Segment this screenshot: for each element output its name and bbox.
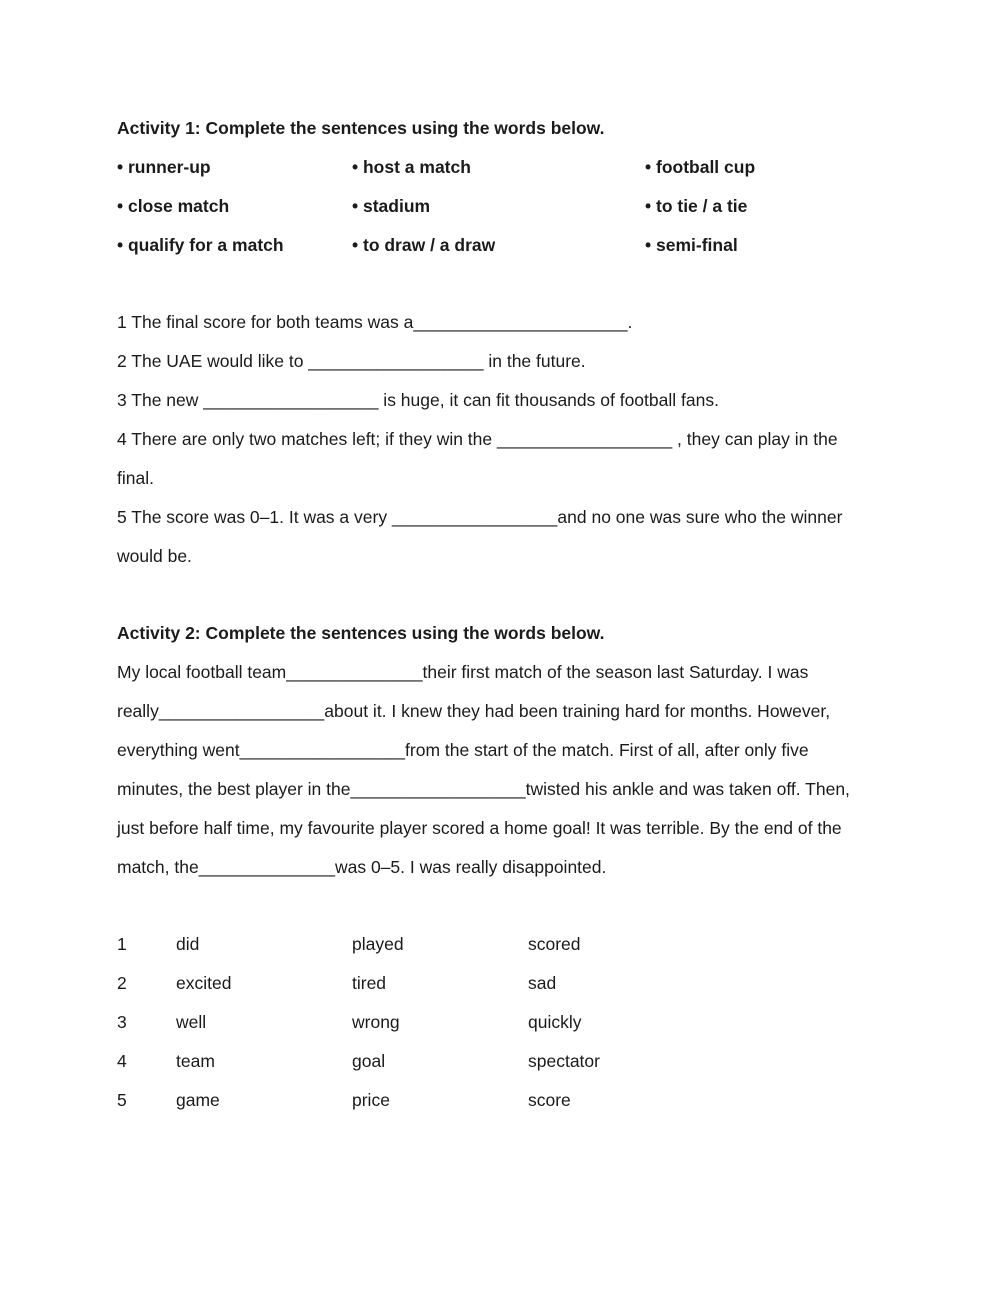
passage-line: minutes, the best player in the__________________twisted his ankle and was taken off. Then, <box>117 779 850 799</box>
sentence-line: 1 The final score for both teams was a______________________. <box>117 312 633 332</box>
sentence-line: 4 There are only two matches left; if they win the __________________ , they can play in the <box>117 429 838 449</box>
word-bank-item: • qualify for a match <box>117 235 284 255</box>
word-bank-item: • to draw / a draw <box>352 235 496 255</box>
word-bank-item: • to tie / a tie <box>645 196 748 216</box>
option-choice: score <box>528 1090 571 1110</box>
option-choice: sad <box>528 973 557 993</box>
passage-line: really_________________about it. I knew they had been training hard for months. However, <box>117 701 831 721</box>
passage-line: My local football team______________their first match of the season last Saturday. I was <box>117 662 809 682</box>
option-number: 2 <box>117 973 127 993</box>
passage-line: match, the______________was 0–5. I was really disappointed. <box>117 857 607 877</box>
passage-line: just before half time, my favourite player scored a home goal! It was terrible. By the end of the <box>117 818 842 838</box>
passage-line: everything went_________________from the start of the match. First of all, after only five <box>117 740 809 760</box>
option-choice: scored <box>528 934 581 954</box>
word-bank-item: • runner-up <box>117 157 211 177</box>
word-bank-item: • stadium <box>352 196 431 216</box>
word-bank-item: • close match <box>117 196 230 216</box>
option-choice: price <box>352 1090 390 1110</box>
sentence-line: would be. <box>117 546 192 566</box>
activity-1-heading: Activity 1: Complete the sentences using the words below. <box>117 118 605 138</box>
sentence-line: 5 The score was 0–1. It was a very _________________and no one was sure who the winner <box>117 507 843 527</box>
sentence-line: final. <box>117 468 154 488</box>
option-choice: quickly <box>528 1012 582 1032</box>
option-choice: team <box>176 1051 215 1071</box>
option-number: 1 <box>117 934 127 954</box>
sentence-line: 2 The UAE would like to __________________ in the future. <box>117 351 586 371</box>
option-number: 4 <box>117 1051 127 1071</box>
word-bank-item: • semi-final <box>645 235 738 255</box>
option-choice: did <box>176 934 200 954</box>
option-number: 5 <box>117 1090 127 1110</box>
sentence-line: 3 The new __________________ is huge, it can fit thousands of football fans. <box>117 390 719 410</box>
option-choice: played <box>352 934 404 954</box>
option-choice: tired <box>352 973 387 993</box>
option-choice: wrong <box>352 1012 400 1032</box>
option-number: 3 <box>117 1012 127 1032</box>
activity-2-heading: Activity 2: Complete the sentences using the words below. <box>117 623 605 643</box>
word-bank-item: • host a match <box>352 157 471 177</box>
word-bank-item: • football cup <box>645 157 756 177</box>
option-choice: well <box>176 1012 207 1032</box>
option-choice: excited <box>176 973 232 993</box>
option-choice: game <box>176 1090 220 1110</box>
option-choice: goal <box>352 1051 386 1071</box>
option-choice: spectator <box>528 1051 600 1071</box>
